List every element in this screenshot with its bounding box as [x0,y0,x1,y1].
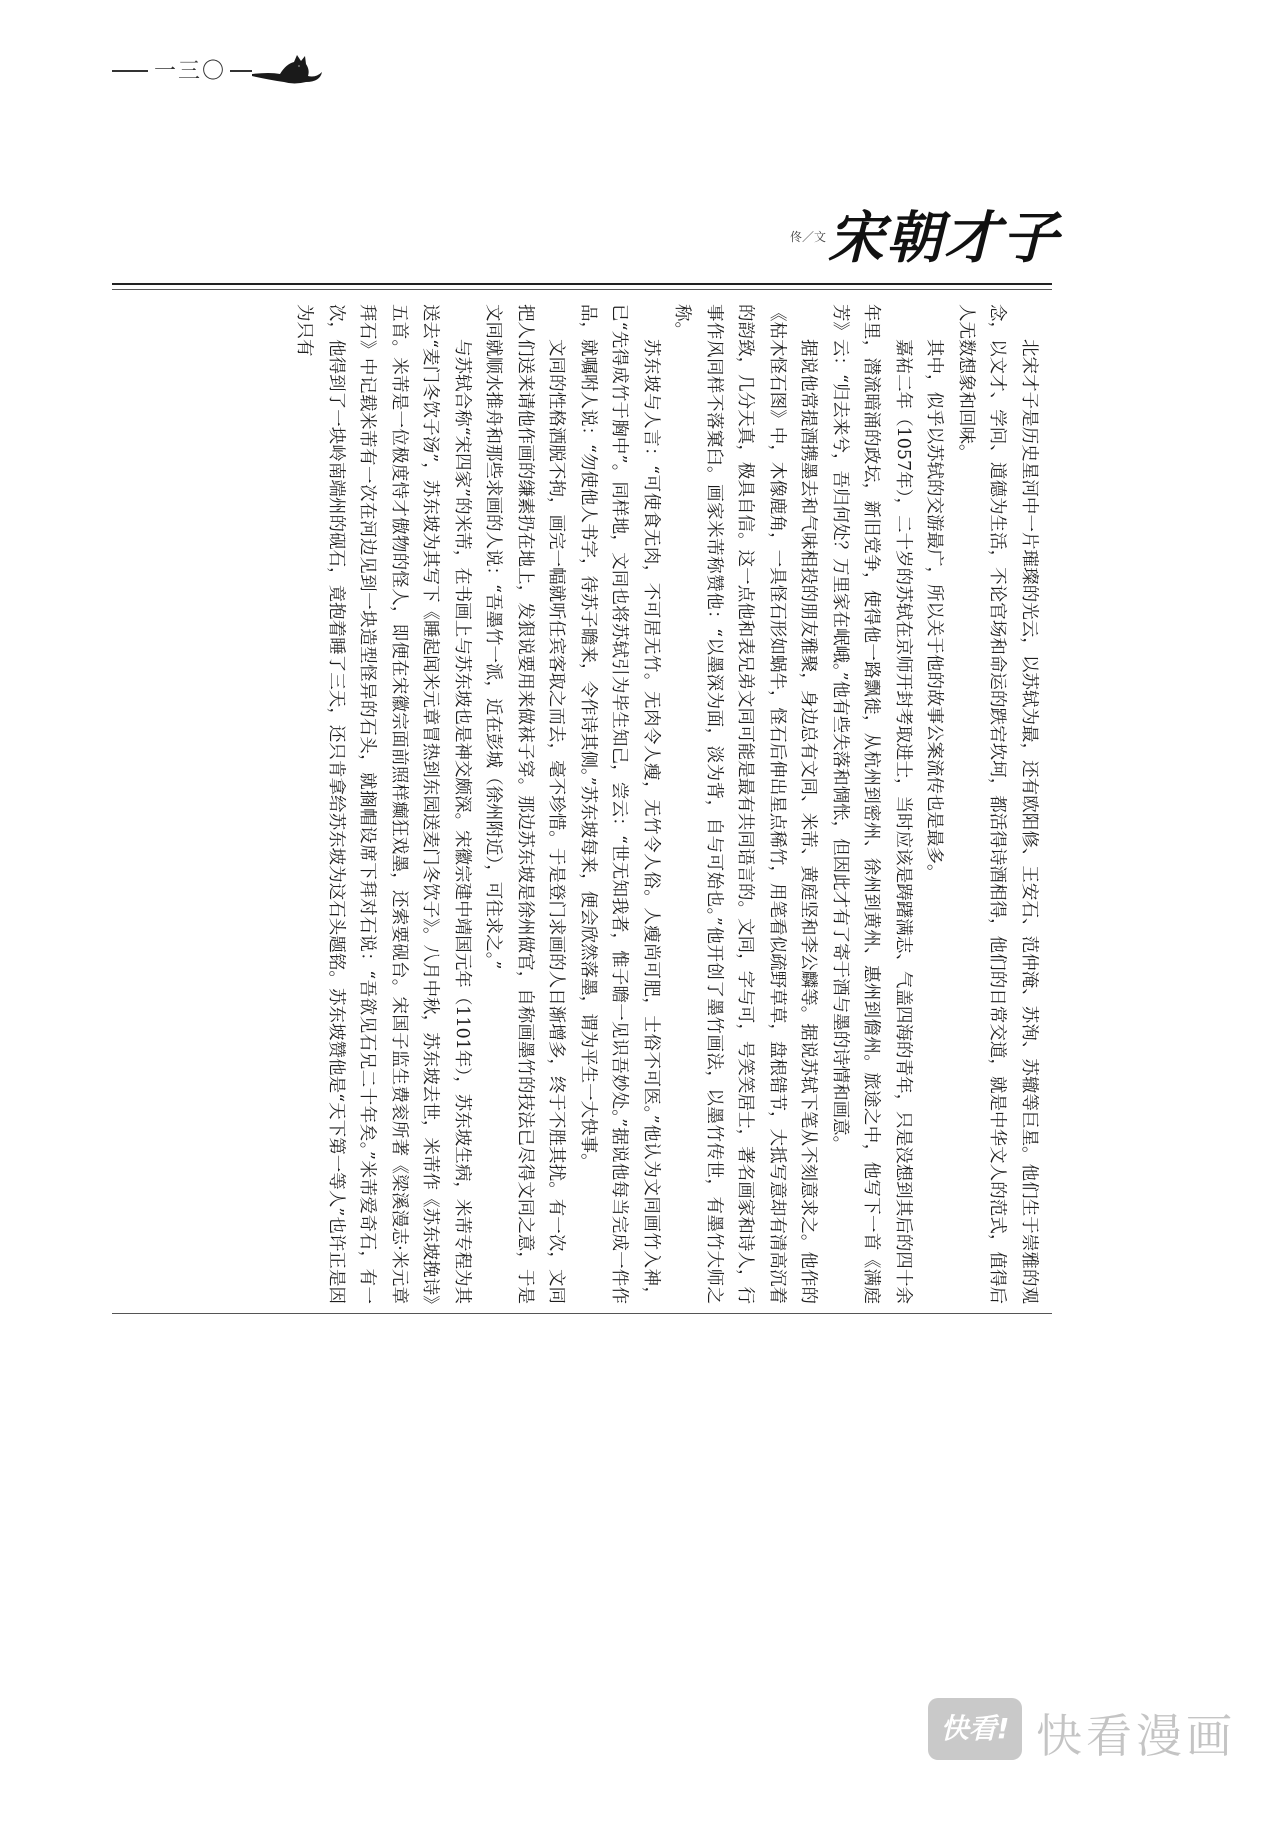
paragraph: 与苏轼合称“宋四家”的米芾，在书画上与苏东坡也是神交颇深。宋徽宗建中靖国元年（1101年），苏东坡生病，米芾专程为其送去“麦门冬饮子汤”，苏东坡为其写下《睡起闻米元章冒热到东园送麦门冬饮子》。八月中秋，苏东坡去世，米芾作《苏东坡挽诗》五首。米芾是一位极度恃才傲物的怪人，即便在宋徽宗面前照样癫狂戏墨，还索要砚台。宋国子监生费衮所著《梁溪漫志·米元章拜石》中记载米芾有一次在河边见到一块造型怪异的石头，就搁帽设席下拜对石说：“吾欲见石兄二十年矣。”米芾爱奇石，有一次，他得到了一块岭南端州的砚石，竟抱着睡了三天，还只肯拿给苏东坡为这石头题铭。苏东坡赞他是“天下第一等人”也许正是因为只有 [294,304,472,1304]
article-body [112,296,1048,1308]
top-rule-thick [112,283,1052,285]
paragraph: 据说他常提酒携墨去和气味相投的朋友雅聚，身边总有文同、米芾、黄庭坚和李公麟等。据说苏轼下笔从不刻意求之。他作的《枯木怪石图》中，木像鹿角，一具怪石形如蜗牛，怪石后伸出星点稀竹，用笔看似疏野草草，盘根错节，大抵写意却有清高沉着的韵致，几分天真，极具自信。这一点他和表兄弟文同可能是最有共同语言的。文同，字与可，号笑笑居士，著名画家和诗人，行事作风同样不落窠臼。画家米芾称赞他：“以墨深为面，淡为背，自与可始也。”他开创了墨竹画法，以墨竹传世，有墨竹大师之称。 [672,304,819,1304]
paragraph: 其中，似乎以苏轼的交游最广，所以关于他的故事公案流传也是最多。 [924,339,945,882]
page-header [112,50,322,90]
watermark [928,1694,1258,1764]
paragraph: 北宋才子是历史星河中一片璀璨的光云，以苏轼为最，还有欧阳修、王安石、范仲淹、苏洵、苏辙等巨星。他们生于崇雅的观念，以文才、学问、道德为生活，不论官场和命运的跌宕坎坷，都活得诗酒相得，他们的日常交道，就是中华文人的范式，值得后人无数想象和回味。 [956,304,1039,1304]
header-rule-left [112,70,148,72]
header-rule-right [230,70,252,72]
paragraph: 嘉祐二年（1057年），二十岁的苏轼在京师开封考取进士，当时应该是踌躇满志、气盖四海的青年，只是没想到其后的四十余年里，潜流暗涌的政坛，新旧党争，使得他一路飘徙，从杭州到密州、徐州到黄州、惠州到儋州。旅途之中，他写下一首《满庭芳》云：“归去来兮，吾归何处？万里家在岷峨。”他有些失落和惆怅，但因此才有了寄于酒与墨的诗情和画意。 [830,304,913,1304]
paragraph: 文同的性格洒脱不拘，画完一幅就听任宾客取之而去，毫不珍惜。于是登门求画的人日渐增多，终于不胜其扰。有一次，文同把人们送来请他作画的缣素扔在地上，发狠说要用来做袜子穿。那边苏东坡是徐州做官，自称画墨竹的技法已尽得文同之意，于是文同就顺水推舟和那些求画的人说：“吾墨竹一派，近在彭城（徐州附近），可往求之。” [483,304,567,1304]
article-author: 佟／文 [790,230,827,244]
watermark-text: 快看漫画 [1036,1709,1236,1763]
top-rule-thin [112,289,1052,290]
cat-icon [250,52,324,88]
bottom-rule [112,1313,1052,1314]
article-title: 宋朝才子 [828,205,1060,271]
watermark-logo: 快看! [928,1698,1022,1760]
article-body-text [112,296,1048,1308]
page-number: 一三〇 [154,59,227,84]
paragraph: 苏东坡与人言：“可使食无肉，不可居无竹。无肉令人瘦，无竹令人俗。人瘦尚可肥，士俗不可医。”他认为文同画竹入神，已“先得成竹于胸中”。同样地，文同也将苏轼引为毕生知己，尝云：“世无知我者，惟子瞻一见识吾妙处。”据说他每当完成一件作品，就嘱咐人说：“勿使他人书字，待苏子瞻来，令作诗其侧。”苏东坡每来，便会欣然落墨，谓为平生一大快事。 [578,304,661,1304]
